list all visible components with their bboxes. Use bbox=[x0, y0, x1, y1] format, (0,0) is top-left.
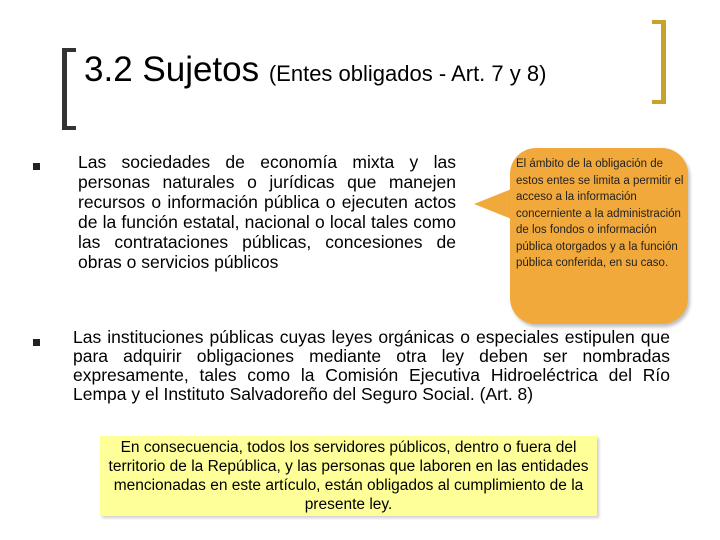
callout-tail bbox=[474, 188, 514, 220]
slide-title bbox=[84, 50, 546, 90]
bullet-marker-2 bbox=[33, 339, 40, 346]
conclusion-text: En consecuencia, todos los servidores públicos, dentro o fuera del territorio de la República, y las personas que laboren en las entidades mencionadas en este artículo, están obligados al cumplimiento de la presente ley. bbox=[108, 439, 589, 513]
bullet-text-2: Las instituciones públicas cuyas leyes orgánicas o especiales estipulen que para adquirir obligaciones mediante otra ley deben ser nombradas expresamente, tales como la Comisión Ejecutiva Hidroeléctrica del Río Lempa y el Instituto Salvadoreño del Seguro Social. (Art. 8) bbox=[73, 327, 670, 404]
bullet-text-1: Las sociedades de economía mixta y las personas naturales o jurídicas que manejen recursos o información pública o ejecuten actos de la función estatal, nacional o local tales como las contrataciones públicas, concesiones de obras o servicios públicos bbox=[78, 152, 456, 272]
slide-title-subtitle: (Entes obligados - Art. 7 y 8) bbox=[268, 61, 547, 86]
title-bracket-right bbox=[652, 20, 666, 104]
slide-title-main: 3.2 Sujetos bbox=[84, 50, 269, 89]
bullet-marker-1 bbox=[33, 163, 40, 170]
title-bracket-left bbox=[62, 48, 76, 130]
callout-text: El ámbito de la obligación de estos entes se limita a permitir el acceso a la información concerniente a la administración de los fondos o información pública otorgados y a la función pública conferida, en su caso. bbox=[516, 158, 684, 269]
